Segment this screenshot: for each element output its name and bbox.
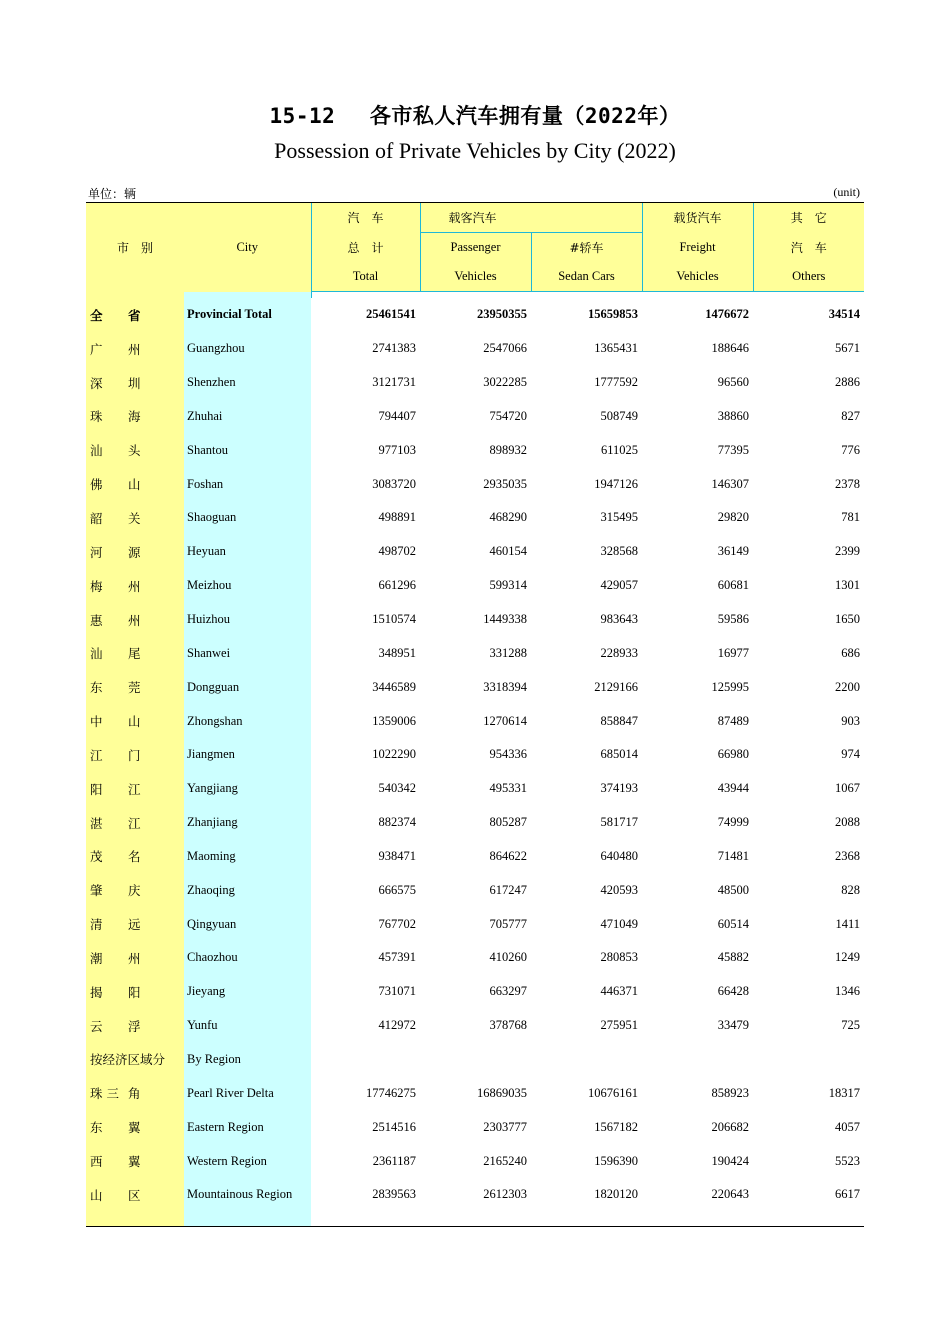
- header-passenger-cn: 载客汽车: [420, 203, 642, 233]
- cell-sedan: 15659853: [588, 307, 639, 322]
- cell-passenger: 2165240: [483, 1153, 527, 1168]
- city-name-cn: [86, 298, 184, 332]
- city-name-cn-part1: 江: [90, 747, 103, 763]
- table-row: [86, 704, 864, 738]
- table-row: [86, 840, 864, 874]
- cell-passenger: 864622: [489, 848, 527, 863]
- header-total-cn2: 总 计: [311, 233, 420, 263]
- header-freight-en2: Vehicles: [642, 262, 753, 292]
- cell-others: 725: [841, 1018, 861, 1033]
- cell-passenger: 599314: [489, 578, 527, 593]
- cell-sedan: 508749: [600, 408, 639, 423]
- city-name-cn: [86, 366, 184, 400]
- cell-total: 2361187: [372, 1153, 416, 1168]
- cell-total: 938471: [378, 848, 416, 863]
- city-name-en: Heyuan: [184, 535, 311, 569]
- city-name-cn-part2: 海: [128, 409, 141, 425]
- city-name-cn: [86, 840, 184, 874]
- cell-passenger: 2303777: [483, 1119, 527, 1134]
- cell-passenger: 3022285: [483, 375, 527, 390]
- region-section-header: [86, 1043, 864, 1077]
- cell-sedan: 1596390: [594, 1153, 639, 1168]
- cell-total: 412972: [378, 1018, 416, 1033]
- header-freight-en1: Freight: [642, 233, 753, 263]
- cell-total: 731071: [378, 984, 416, 999]
- cell-freight: 74999: [717, 815, 750, 830]
- city-name-cn-part2: 头: [128, 443, 141, 459]
- city-name-cn-part1: 肇: [90, 883, 103, 899]
- table-row: [86, 366, 864, 400]
- cell-freight: 16977: [717, 645, 750, 660]
- cell-others: 827: [841, 408, 861, 423]
- cell-total: 498702: [378, 544, 416, 559]
- city-name-cn: [86, 433, 184, 467]
- cell-sedan: 1567182: [594, 1119, 639, 1134]
- city-name-cn-part1: 阳: [90, 781, 103, 797]
- city-name-en: Eastern Region: [184, 1110, 311, 1144]
- city-name-cn-part2: 州: [128, 341, 141, 357]
- table-row: [86, 738, 864, 772]
- cell-others: 5671: [835, 341, 861, 356]
- cell-passenger: 2935035: [483, 476, 527, 491]
- city-name-cn-part2: 州: [128, 578, 141, 594]
- cell-total: 498891: [378, 510, 416, 525]
- cell-sedan: 10676161: [588, 1085, 639, 1100]
- city-name-en: Shantou: [184, 433, 311, 467]
- table-row: [86, 670, 864, 704]
- cell-passenger: 663297: [489, 984, 527, 999]
- table-row: [86, 467, 864, 501]
- cell-total: 2741383: [372, 341, 416, 356]
- city-name-en: Jiangmen: [184, 738, 311, 772]
- city-name-cn: [86, 1178, 184, 1212]
- cell-freight: 1476672: [705, 307, 750, 322]
- cell-sedan: 429057: [600, 578, 639, 593]
- cell-others: 2378: [835, 476, 861, 491]
- cell-sedan: 685014: [600, 747, 639, 762]
- city-name-cn-part1: 东: [90, 1120, 103, 1136]
- city-name-cn: [86, 501, 184, 535]
- city-name-en: Maoming: [184, 840, 311, 874]
- cell-total: 1510574: [372, 612, 416, 627]
- cell-freight: 38860: [717, 408, 750, 423]
- city-name-en: Zhaoqing: [184, 873, 311, 907]
- cell-total: 348951: [378, 645, 416, 660]
- cell-sedan: 275951: [600, 1018, 639, 1033]
- cell-others: 1067: [835, 781, 861, 796]
- cell-passenger: 16869035: [477, 1085, 527, 1100]
- city-name-cn-part1: 广: [90, 341, 103, 357]
- header-region-en: City: [184, 203, 311, 292]
- cell-freight: 36149: [717, 544, 750, 559]
- cell-total: 25461541: [366, 307, 416, 322]
- city-name-cn-part2: 翼: [128, 1120, 141, 1136]
- cell-passenger: 468290: [489, 510, 527, 525]
- city-name-cn-part1: 中: [90, 714, 103, 730]
- city-name-cn-part2: 阳: [128, 984, 141, 1000]
- city-name-cn-part1: 佛: [90, 477, 103, 493]
- cell-sedan: 858847: [600, 713, 639, 728]
- table-row: [86, 433, 864, 467]
- city-name-en: Huizhou: [184, 603, 311, 637]
- city-name-cn: [86, 636, 184, 670]
- header-total-cn1: 汽 车: [311, 203, 420, 233]
- cell-passenger: 1449338: [483, 612, 527, 627]
- cell-others: 1249: [835, 950, 861, 965]
- cell-others: 828: [841, 882, 861, 897]
- cell-freight: 66428: [717, 984, 750, 999]
- city-name-cn: [86, 806, 184, 840]
- city-name-en: Shaoguan: [184, 501, 311, 535]
- city-name-cn-part2: 尾: [128, 646, 141, 662]
- city-name-cn-part1: 珠: [90, 409, 103, 425]
- table-row: [86, 941, 864, 975]
- cell-freight: 66980: [717, 747, 750, 762]
- cell-freight: 33479: [717, 1018, 750, 1033]
- city-name-cn-part1: 惠: [90, 612, 103, 628]
- city-name-en: Chaozhou: [184, 941, 311, 975]
- table-row: [86, 772, 864, 806]
- city-name-en: Mountainous Region: [184, 1178, 311, 1212]
- header-sedan-cn: #轿车: [531, 233, 642, 263]
- table-bottom-rule: [86, 1212, 864, 1227]
- cell-freight: 48500: [717, 882, 750, 897]
- cell-sedan: 280853: [600, 950, 639, 965]
- cell-freight: 77395: [717, 442, 750, 457]
- cell-others: 1346: [835, 984, 861, 999]
- city-name-en: Guangzhou: [184, 332, 311, 366]
- city-name-cn: [86, 704, 184, 738]
- table-row: [86, 975, 864, 1009]
- table-row: [86, 1178, 864, 1212]
- cell-passenger: 754720: [489, 408, 527, 423]
- cell-sedan: 328568: [600, 544, 639, 559]
- city-name-cn-part2: 门: [128, 747, 141, 763]
- cell-others: 2088: [835, 815, 861, 830]
- cell-freight: 87489: [717, 713, 750, 728]
- city-name-cn-part1: 潮: [90, 950, 103, 966]
- city-name-cn-part1: 东: [90, 680, 103, 696]
- cell-total: 1022290: [372, 747, 416, 762]
- city-name-cn-part1: 珠 三: [90, 1086, 119, 1102]
- city-name-en: Yangjiang: [184, 772, 311, 806]
- city-name-cn-part1: 茂: [90, 849, 103, 865]
- cell-sedan: 2129166: [594, 679, 639, 694]
- city-name-cn: [86, 772, 184, 806]
- table-row: [86, 1009, 864, 1043]
- city-name-cn-part2: 浮: [128, 1018, 141, 1034]
- city-name-cn-part2: 州: [128, 950, 141, 966]
- city-name-cn-part2: 江: [128, 815, 141, 831]
- cell-others: 2200: [835, 679, 861, 694]
- cell-passenger: 705777: [489, 916, 527, 931]
- cell-others: 974: [841, 747, 861, 762]
- unit-label-en: (unit): [833, 185, 860, 199]
- city-name-cn-part1: 西: [90, 1154, 103, 1170]
- cell-total: 1359006: [372, 713, 416, 728]
- city-name-cn-part1: 山: [90, 1187, 103, 1203]
- header-others-en: Others: [753, 262, 864, 292]
- cell-freight: 206682: [711, 1119, 750, 1134]
- cell-sedan: 315495: [600, 510, 639, 525]
- city-name-cn: [86, 467, 184, 501]
- cell-passenger: 898932: [489, 442, 527, 457]
- cell-sedan: 420593: [600, 882, 639, 897]
- cell-passenger: 23950355: [477, 307, 527, 322]
- city-name-cn-part2: 角: [128, 1086, 141, 1102]
- cell-freight: 71481: [717, 848, 750, 863]
- city-name-en: Provincial Total: [184, 298, 311, 332]
- city-name-en: Western Region: [184, 1144, 311, 1178]
- cell-total: 767702: [378, 916, 416, 931]
- cell-total: 666575: [378, 882, 416, 897]
- cell-passenger: 460154: [489, 544, 527, 559]
- cell-sedan: 446371: [600, 984, 639, 999]
- city-name-cn: [86, 569, 184, 603]
- city-name-cn: [86, 975, 184, 1009]
- city-name-cn-part1: 梅: [90, 578, 103, 594]
- cell-sedan: 611025: [600, 442, 639, 457]
- city-name-cn-part1: 清: [90, 917, 103, 933]
- city-name-cn: [86, 1076, 184, 1110]
- city-name-cn: [86, 1110, 184, 1144]
- city-name-cn-part2: 莞: [128, 680, 141, 696]
- cell-freight: 29820: [717, 510, 750, 525]
- cell-sedan: 228933: [600, 645, 639, 660]
- cell-others: 18317: [828, 1085, 861, 1100]
- header-passenger-en2: Vehicles: [420, 262, 531, 292]
- city-name-en: Yunfu: [184, 1009, 311, 1043]
- city-name-cn: [86, 535, 184, 569]
- cell-sedan: 1820120: [594, 1187, 639, 1202]
- city-name-en: Zhongshan: [184, 704, 311, 738]
- city-name-cn-part2: 源: [128, 544, 141, 560]
- header-sedan-en: Sedan Cars: [531, 262, 642, 292]
- cell-total: 2839563: [372, 1187, 416, 1202]
- header-others-cn1: 其 它: [753, 203, 864, 233]
- city-name-cn-part1: 韶: [90, 510, 103, 526]
- cell-passenger: 331288: [489, 645, 527, 660]
- city-name-cn-part2: 州: [128, 612, 141, 628]
- cell-others: 2399: [835, 544, 861, 559]
- cell-others: 1301: [835, 578, 861, 593]
- cell-total: 977103: [378, 442, 416, 457]
- city-name-cn-part2: 江: [128, 781, 141, 797]
- city-name-en: Dongguan: [184, 670, 311, 704]
- cell-sedan: 1947126: [594, 476, 639, 491]
- cell-freight: 125995: [711, 679, 750, 694]
- header-total-en: Total: [311, 262, 420, 292]
- cell-others: 1650: [835, 612, 861, 627]
- cell-others: 34514: [828, 307, 861, 322]
- cell-total: 3083720: [372, 476, 416, 491]
- cell-freight: 146307: [711, 476, 750, 491]
- city-name-cn: [86, 907, 184, 941]
- cell-sedan: 983643: [600, 612, 639, 627]
- table-row: [86, 603, 864, 637]
- table-row: [86, 907, 864, 941]
- table-row: [86, 873, 864, 907]
- cell-others: 2368: [835, 848, 861, 863]
- table-row: [86, 535, 864, 569]
- cell-passenger: 495331: [489, 781, 527, 796]
- header-others-cn2: 汽 车: [753, 233, 864, 263]
- city-name-en: Qingyuan: [184, 907, 311, 941]
- cell-freight: 60681: [717, 578, 750, 593]
- cell-total: 2514516: [372, 1119, 416, 1134]
- cell-freight: 45882: [717, 950, 750, 965]
- table-row: [86, 806, 864, 840]
- city-name-cn: [86, 1144, 184, 1178]
- city-name-cn-part2: 圳: [128, 375, 141, 391]
- cell-others: 781: [841, 510, 861, 525]
- cell-total: 882374: [378, 815, 416, 830]
- cell-total: 794407: [378, 408, 416, 423]
- city-name-en: Pearl River Delta: [184, 1076, 311, 1110]
- cell-total: 661296: [378, 578, 416, 593]
- cell-passenger: 954336: [489, 747, 527, 762]
- region-header-en: By Region: [184, 1043, 311, 1077]
- city-name-en: Meizhou: [184, 569, 311, 603]
- city-name-en: Foshan: [184, 467, 311, 501]
- city-name-cn-part2: 山: [128, 714, 141, 730]
- city-name-cn-part2: 关: [128, 510, 141, 526]
- cell-others: 1411: [835, 916, 861, 931]
- city-name-cn-part2: 区: [128, 1187, 141, 1203]
- cell-freight: 43944: [717, 781, 750, 796]
- city-name-cn: [86, 400, 184, 434]
- cell-freight: 59586: [717, 612, 750, 627]
- page-title-cn: 15-12 各市私人汽车拥有量（2022年）: [269, 104, 681, 128]
- cell-passenger: 1270614: [483, 713, 527, 728]
- city-name-cn: [86, 873, 184, 907]
- table-row: [86, 1110, 864, 1144]
- city-name-en: Jieyang: [184, 975, 311, 1009]
- vehicle-table: [86, 202, 864, 1227]
- cell-others: 903: [841, 713, 861, 728]
- city-name-cn-part1: 汕: [90, 443, 103, 459]
- city-name-cn-part1: 汕: [90, 646, 103, 662]
- city-name-cn-part1: 全: [90, 307, 103, 323]
- cell-passenger: 2612303: [483, 1187, 527, 1202]
- city-name-cn-part2: 翼: [128, 1154, 141, 1170]
- city-name-cn-part1: 湛: [90, 815, 103, 831]
- cell-total: 457391: [378, 950, 416, 965]
- city-name-cn-part2: 名: [128, 849, 141, 865]
- cell-freight: 190424: [711, 1153, 750, 1168]
- cell-passenger: 3318394: [483, 679, 527, 694]
- cell-total: 17746275: [366, 1085, 416, 1100]
- cell-passenger: 805287: [489, 815, 527, 830]
- cell-sedan: 1365431: [594, 341, 639, 356]
- table-row: [86, 569, 864, 603]
- table-row: [86, 298, 864, 332]
- cell-freight: 188646: [711, 341, 750, 356]
- cell-others: 4057: [835, 1119, 861, 1134]
- page-title-en: Possession of Private Vehicles by City (2022): [274, 138, 676, 163]
- city-name-cn: [86, 670, 184, 704]
- cell-passenger: 378768: [489, 1018, 527, 1033]
- city-name-en: Zhanjiang: [184, 806, 311, 840]
- table-row: [86, 1076, 864, 1110]
- table-row: [86, 636, 864, 670]
- city-name-cn: [86, 738, 184, 772]
- cell-passenger: 2547066: [483, 341, 527, 356]
- cell-passenger: 410260: [489, 950, 527, 965]
- cell-freight: 220643: [711, 1187, 750, 1202]
- city-name-cn-part1: 深: [90, 375, 103, 391]
- cell-sedan: 471049: [600, 916, 639, 931]
- cell-total: 3121731: [372, 375, 416, 390]
- city-name-cn-part2: 山: [128, 477, 141, 493]
- header-freight-cn: 载货汽车: [642, 203, 753, 233]
- region-header-cn: 按经济区域分: [86, 1043, 184, 1077]
- city-name-cn: [86, 1009, 184, 1043]
- cell-others: 686: [841, 645, 861, 660]
- city-name-cn-part2: 庆: [128, 883, 141, 899]
- cell-others: 2886: [835, 375, 861, 390]
- city-name-cn-part1: 揭: [90, 984, 103, 1000]
- cell-sedan: 1777592: [594, 375, 639, 390]
- table-row: [86, 1144, 864, 1178]
- cell-others: 776: [841, 442, 861, 457]
- cell-sedan: 581717: [600, 815, 639, 830]
- city-name-cn-part1: 河: [90, 544, 103, 560]
- table-row: [86, 400, 864, 434]
- header-passenger-en1: Passenger: [420, 233, 531, 263]
- city-name-en: Zhuhai: [184, 400, 311, 434]
- cell-sedan: 640480: [600, 848, 639, 863]
- cell-total: 3446589: [372, 679, 416, 694]
- city-name-cn: [86, 603, 184, 637]
- city-name-cn: [86, 941, 184, 975]
- city-name-cn-part2: 远: [128, 917, 141, 933]
- city-name-en: Shanwei: [184, 636, 311, 670]
- cell-others: 6617: [835, 1187, 861, 1202]
- cell-freight: 96560: [717, 375, 750, 390]
- cell-passenger: 617247: [489, 882, 527, 897]
- table-row: [86, 332, 864, 366]
- cell-total: 540342: [378, 781, 416, 796]
- city-name-cn-part2: 省: [128, 307, 141, 323]
- cell-freight: 858923: [711, 1085, 750, 1100]
- header-region-cn: 市 别: [86, 203, 184, 292]
- table-row: [86, 501, 864, 535]
- cell-others: 5523: [835, 1153, 861, 1168]
- cell-freight: 60514: [717, 916, 750, 931]
- city-name-en: Shenzhen: [184, 366, 311, 400]
- city-name-cn-part1: 云: [90, 1018, 103, 1034]
- unit-label-cn: 单位：辆: [88, 187, 137, 201]
- city-name-cn: [86, 332, 184, 366]
- table-body: [86, 292, 864, 1227]
- cell-sedan: 374193: [600, 781, 639, 796]
